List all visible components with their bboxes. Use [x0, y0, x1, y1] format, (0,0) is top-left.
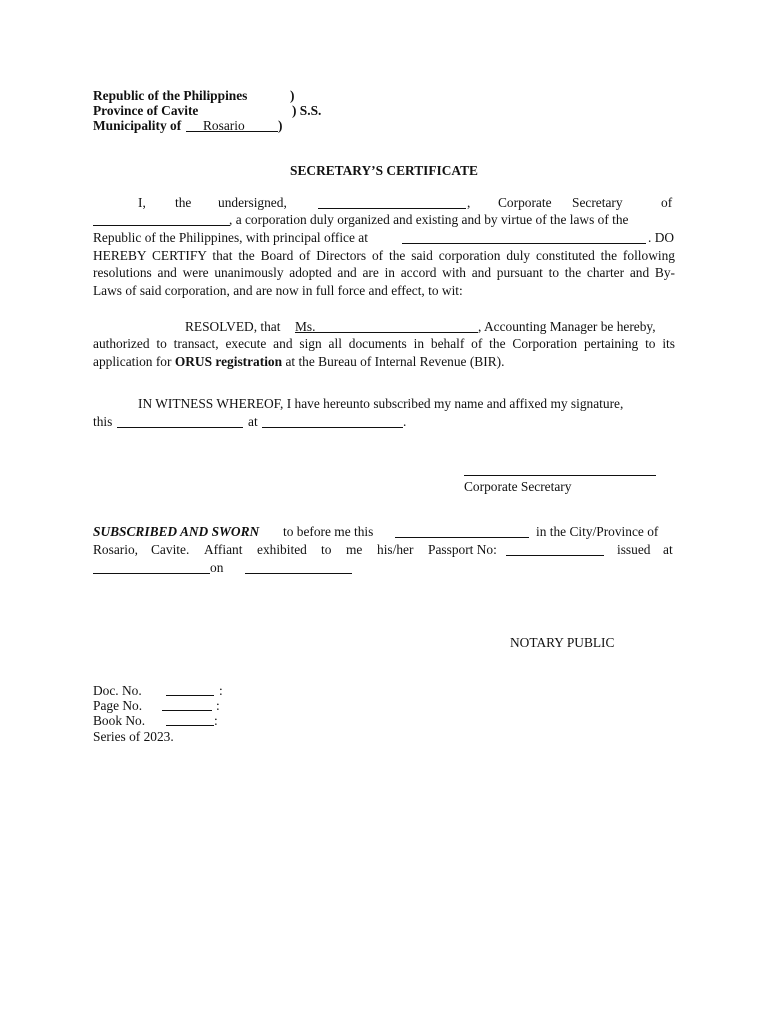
witness-this: this [93, 414, 113, 429]
resolution-line3-pre: application for [93, 354, 172, 369]
para1-line5: resolutions and were unanimously adopted and are in accord with and pursuant to the charter and By- [93, 265, 675, 280]
principal-office-blank [402, 243, 646, 244]
jurat-tail: in the City/Province of [536, 524, 659, 539]
issued-place-blank [93, 573, 210, 574]
doc-no-label: Doc. No. [93, 683, 142, 698]
witness-place-blank [262, 427, 403, 428]
word-of: of [661, 195, 673, 210]
word-to: to [321, 542, 332, 557]
book-no-colon: : [214, 713, 218, 728]
resolution-line3 [93, 353, 504, 371]
book-no-label: Book No. [93, 713, 146, 728]
subscribed-sworn: SUBSCRIBED AND SWORN [93, 524, 260, 539]
para1-line2: , a corporation duly organized and existing and by virtue of the laws of the [229, 212, 629, 227]
caption-municipality-value: Rosario [203, 118, 245, 133]
caption-paren-1: ) [290, 88, 295, 103]
secretary-name-blank [318, 208, 466, 209]
witness-line1: IN WITNESS WHEREOF, I have hereunto subscribed my name and affixed my signature, [138, 396, 624, 411]
word-secretary: Secretary [572, 195, 623, 210]
word-exhibited: exhibited [257, 542, 307, 557]
notary-public: NOTARY PUBLIC [510, 635, 615, 650]
resolution-line2: authorized to transact, execute and sign all documents in behalf of the Corporation pertaining to its [93, 336, 675, 351]
word-affiant: Affiant [204, 542, 243, 557]
resolution-line3-post: at the Bureau of Internal Revenue (BIR). [285, 354, 505, 369]
signature-label: Corporate Secretary [464, 479, 572, 494]
resolved-tail: , Accounting Manager be hereby, [478, 319, 656, 334]
doc-no-colon: : [219, 683, 223, 698]
issued-date-blank [245, 573, 352, 574]
word-at: at [663, 542, 673, 557]
comma: , [467, 195, 471, 210]
word-issued: issued [617, 542, 651, 557]
book-no-blank [166, 725, 214, 726]
resolved-head: RESOLVED, that [185, 319, 281, 334]
word-hisher: his/her [377, 542, 414, 557]
orus-registration: ORUS registration [174, 354, 283, 369]
witness-date-blank [117, 427, 243, 428]
para1-line4: HEREBY CERTIFY that the Board of Directors of the said corporation duly constituted the following [93, 248, 675, 263]
witness-period: . [403, 414, 407, 429]
signature-line [464, 475, 656, 476]
word-corporate: Corporate [498, 195, 552, 210]
para1-line3: Republic of the Philippines, with principal office at [93, 230, 368, 245]
jurat-date-blank [395, 537, 529, 538]
doc-no-blank [166, 695, 214, 696]
caption-ss: ) S.S. [292, 103, 322, 118]
series-label: Series of 2023. [93, 729, 174, 744]
caption-paren-3: ) [278, 118, 283, 133]
word-undersigned: undersigned, [218, 195, 287, 210]
ms-label: Ms. [295, 319, 316, 334]
passport-blank [506, 555, 604, 556]
caption-republic: Republic of the Philippines [93, 88, 248, 103]
word-on: on [210, 560, 224, 575]
page-no-colon: : [216, 698, 220, 713]
word-the: the [175, 195, 192, 210]
caption-municipality-label: Municipality of [93, 118, 182, 133]
word-i: I, [138, 195, 146, 210]
para1-line3-tail: . DO [648, 230, 675, 245]
page-no-blank [162, 710, 212, 711]
witness-at: at [248, 414, 258, 429]
jurat-mid: to before me this [283, 524, 374, 539]
municipality-underline [186, 131, 278, 132]
document-title: SECRETARY’S CERTIFICATE [290, 163, 478, 178]
word-rosario: Rosario, [93, 542, 139, 557]
word-passport: Passport No: [428, 542, 497, 557]
corporation-name-blank [93, 225, 230, 226]
word-cavite: Cavite. [151, 542, 190, 557]
page-no-label: Page No. [93, 698, 143, 713]
manager-name-blank [295, 332, 478, 333]
para1-line6: Laws of said corporation, and are now in full force and effect, to wit: [93, 283, 463, 298]
word-me: me [346, 542, 363, 557]
caption-province: Province of Cavite [93, 103, 199, 118]
